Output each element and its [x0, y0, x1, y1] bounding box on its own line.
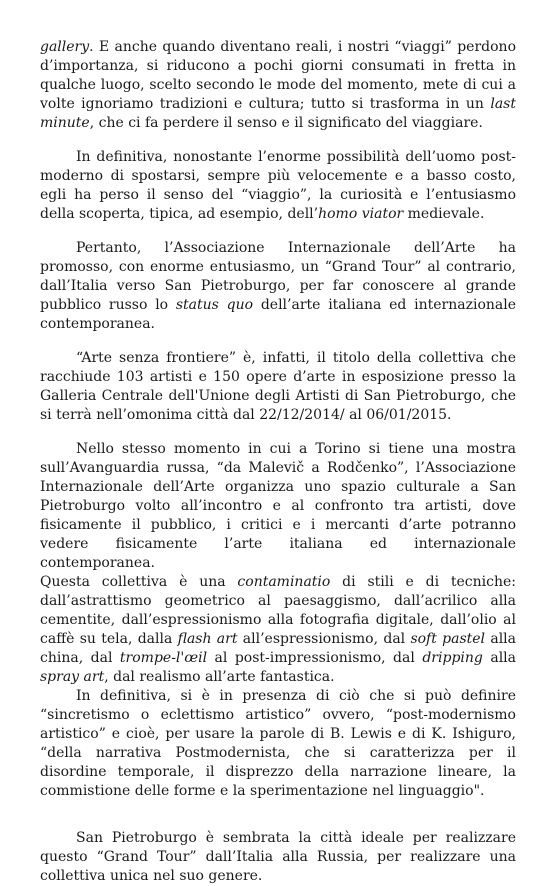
text-run: Nello stesso momento in cui a Torino si tiene una mostra sull’Avanguardia russa, “da Malevič a Rodčenko”, l’Associazione Internazionale dell’Arte organizza uno spazio culturale a San Pietroburgo volto all’incontro e al confronto tra artisti, dove fisicamente il pubblico, i critici e i mercanti d’arte potranno vedere fisicamente l’arte italiana ed internazionale contemporanea.: [40, 441, 516, 571]
italic-text: flash art: [177, 631, 238, 647]
italic-text: homo viator: [318, 206, 404, 222]
paragraph: [40, 687, 516, 801]
paragraph: [40, 148, 516, 224]
text-run: , che ci fa perdere il senso e il significato del viaggiare.: [89, 115, 483, 131]
text-run: . E anche quando diventano reali, i nostri “viaggi” perdono d’importanza, si riducono a pochi giorni consumati in fretta in qualche luogo, scelto secondo le mode del momento, mete di cui a volte ignoriamo tradizioni e cultura; tutto si trasforma in un: [40, 39, 516, 112]
italic-text: status quo: [175, 297, 254, 313]
text-run: In definitiva, nonostante l’enorme possibilità dell’uomo post-moderno di spostarsi, sempre più velocemente e a basso costo, egli ha perso il senso del “viaggio”, la curiosità e l’entusiasmo della scoperta, tipica, ad esempio, dell’: [40, 149, 516, 222]
text-run: San Pietroburgo è sembrata la città ideale per realizzare questo “Grand Tour” dall’Italia alla Russia, per realizzare una collettiva unica nel suo genere.: [40, 830, 516, 884]
paragraph: [40, 239, 516, 334]
text-run: all’espressionismo, dal: [237, 631, 411, 647]
italic-text: contaminatio: [237, 574, 331, 590]
italic-text: soft pastel: [410, 631, 486, 647]
paragraph: [40, 38, 516, 133]
paragraph: [40, 829, 516, 886]
italic-text: spray art: [40, 669, 105, 685]
italic-text: gallery: [40, 39, 90, 55]
document-page: [40, 38, 516, 886]
text-run: medievale.: [403, 206, 485, 222]
text-run: dell’arte italiana ed internazionale contemporanea.: [40, 297, 516, 332]
text-run: Questa collettiva è una: [40, 574, 238, 590]
text-run: alla china, dal: [40, 631, 516, 666]
paragraph: [40, 440, 516, 573]
text-run: di stili e di tecniche: dall’astrattismo geometrico al paesaggismo, dall’acrilico alla cementite, dall’espressionismo alla fotografia digitale, dall’olio al caffè su tela, dalla: [40, 574, 516, 647]
italic-text: trompe-l'œil: [119, 650, 208, 666]
paragraph: [40, 573, 516, 687]
text-run: alla: [482, 650, 516, 666]
text-run: In definitiva, si è in presenza di ciò che si può definire “sincretismo o eclettismo artistico” ovvero, “post-modernismo artistico” e cioè, per usare la parole di B. Lewis e di K. Ishiguro, “della narrativa Postmodernista, che si caratterizza per il disordine temporale, il disprezzo della narrazione lineare, la commistione delle forme e la sperimentazione nel linguaggio".: [40, 688, 516, 799]
text-run: , dal realismo all’arte fantastica.: [104, 669, 335, 685]
italic-text: last minute: [40, 96, 516, 131]
paragraph: [40, 349, 516, 425]
italic-text: dripping: [422, 650, 483, 666]
text-run: al post-impressionismo, dal: [207, 650, 423, 666]
text-run: Pertanto, l’Associazione Internazionale dell’Arte ha promosso, con enorme entusiasmo, un “Grand Tour” al contrario, dall’Italia verso San Pietroburgo, per far conoscere al grande pubblico russo lo: [40, 240, 516, 313]
text-run: “Arte senza frontiere” è, infatti, il titolo della collettiva che racchiude 103 artisti e 150 opere d’arte in esposizione presso la Galleria Centrale dell'Unione degli Artisti di San Pietroburgo, che si terrà nell’omonima città dal 22/12/2014/ al 06/01/2015.: [40, 350, 516, 423]
